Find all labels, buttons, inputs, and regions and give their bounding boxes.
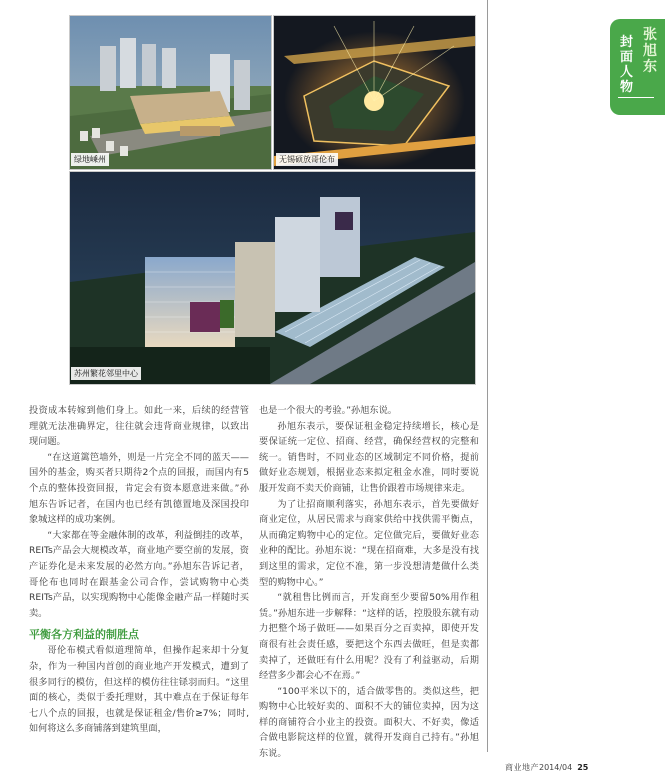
paragraph: 也是一个很大的考验。”孙旭东说。 bbox=[259, 405, 397, 416]
section-tab bbox=[610, 19, 665, 115]
paragraph: 投资成本转嫁到他们身上。如此一来，后续的经营管理就无法准确界定，往往就会违背商业规律，以致出现问题。 bbox=[29, 405, 249, 448]
tab-underline bbox=[618, 97, 654, 98]
photo-caption: 绿地嵊州 bbox=[71, 153, 109, 166]
paragraph: 为了让招商顺利落实，孙旭东表示，首先要做好商业定位，从居民需求与商家供给中找供需平衡点，从而确定购物中心的定位。定位做完后，要做好业态业种的配比。孙旭东说：“现在招商难，大多是没有找到这里的需求，定位不准，第一步没想清楚做什么类型的购物中心。” bbox=[259, 498, 479, 588]
photo-lvdi-shengzhou bbox=[69, 15, 272, 170]
photo-caption: 无锡硕放哥伦布 bbox=[276, 153, 338, 166]
section-heading: 平衡各方利益的制胜点 bbox=[29, 628, 139, 642]
paragraph: 哥伦布模式看似道理简单，但操作起来却十分复杂，作为一种国内首创的商业地产开发模式，遭到了很多同行的模仿，但这样的模仿往往铩羽而归。“这里面的核心，类似于委托理财，其中难点在于保证每年七八个点的回报，也就是保证租金/售价≥7%；同时,如何将这么多商铺落到建筑里面， bbox=[29, 645, 249, 735]
issue-number: 2014/04 bbox=[539, 763, 573, 772]
tab-section-title: 封面人物 bbox=[620, 35, 634, 95]
page-divider-line bbox=[487, 0, 488, 752]
rendering-suzhou-neighborhood-center bbox=[70, 172, 475, 384]
paragraph: “大家都在等金融体制的改革，利益倒挂的改革，REITs产品会大规模改革，商业地产要空前的发展，资产证券化是未来发展的必然方向。”孙旭东告诉记者，哥伦布也同时在跟基金公司合作，尝试购物中心类REITs产品，以实现购物中心能像金融产品一样随时买卖。 bbox=[29, 529, 249, 619]
magazine-name: 商业地产 bbox=[505, 763, 539, 772]
rendering-lvdi-shengzhou bbox=[70, 16, 271, 169]
paragraph: “在这道篱笆墙外，则是一片完全不同的蓝天——国外的基金，购买者只期待2个点的回报，而国内有5个点的整体投资回报，肯定会有资本愿意进来做。”孙旭东告诉记者，在国内也已经有凯德置地及深国投印象城这样的成功案例。 bbox=[29, 451, 249, 526]
photo-wuxi-columbus bbox=[273, 15, 476, 170]
page-footer bbox=[505, 762, 588, 773]
paragraph: “100平米以下的，适合做零售的。类似这些，把购物中心比较好卖的、面积不大的铺位卖掉，因为这样的商铺符合小业主的投资。面积大、不好卖，像适合做电影院这样的位置，就得开发商自己持有。”孙旭东说。 bbox=[259, 685, 479, 760]
article-left-column bbox=[29, 403, 249, 737]
rendering-wuxi-columbus bbox=[274, 16, 475, 169]
photo-suzhou-neighborhood-center bbox=[69, 171, 476, 385]
photo-caption: 苏州繁花邻里中心 bbox=[71, 367, 141, 380]
paragraph: “就租售比例而言，开发商至少要留50%用作租赁。”孙旭东进一步解释：“这样的话，控股股东就有动力把整个场子做旺——如果百分之百卖掉，即使开发商很有社会责任感，要把这个东西去做旺，但是卖都卖掉了，还做旺有什么用呢？没有了利益驱动，后期经营多少都会心不在焉。” bbox=[259, 592, 479, 682]
tab-person-name: 张旭东 bbox=[643, 27, 657, 75]
paragraph: 孙旭东表示，要保证租金稳定持续增长，核心是要保证统一定位、招商、经营，确保经营权的完整和统一。销售时，不同业态的区域制定不同价格，提前做好业态规划，根据业态来拟定租金水准，同时要说服开发商不卖天价商铺，让售价跟着市场规律来走。 bbox=[259, 420, 479, 494]
page-number: 25 bbox=[577, 763, 589, 772]
article-right-column bbox=[259, 403, 479, 762]
